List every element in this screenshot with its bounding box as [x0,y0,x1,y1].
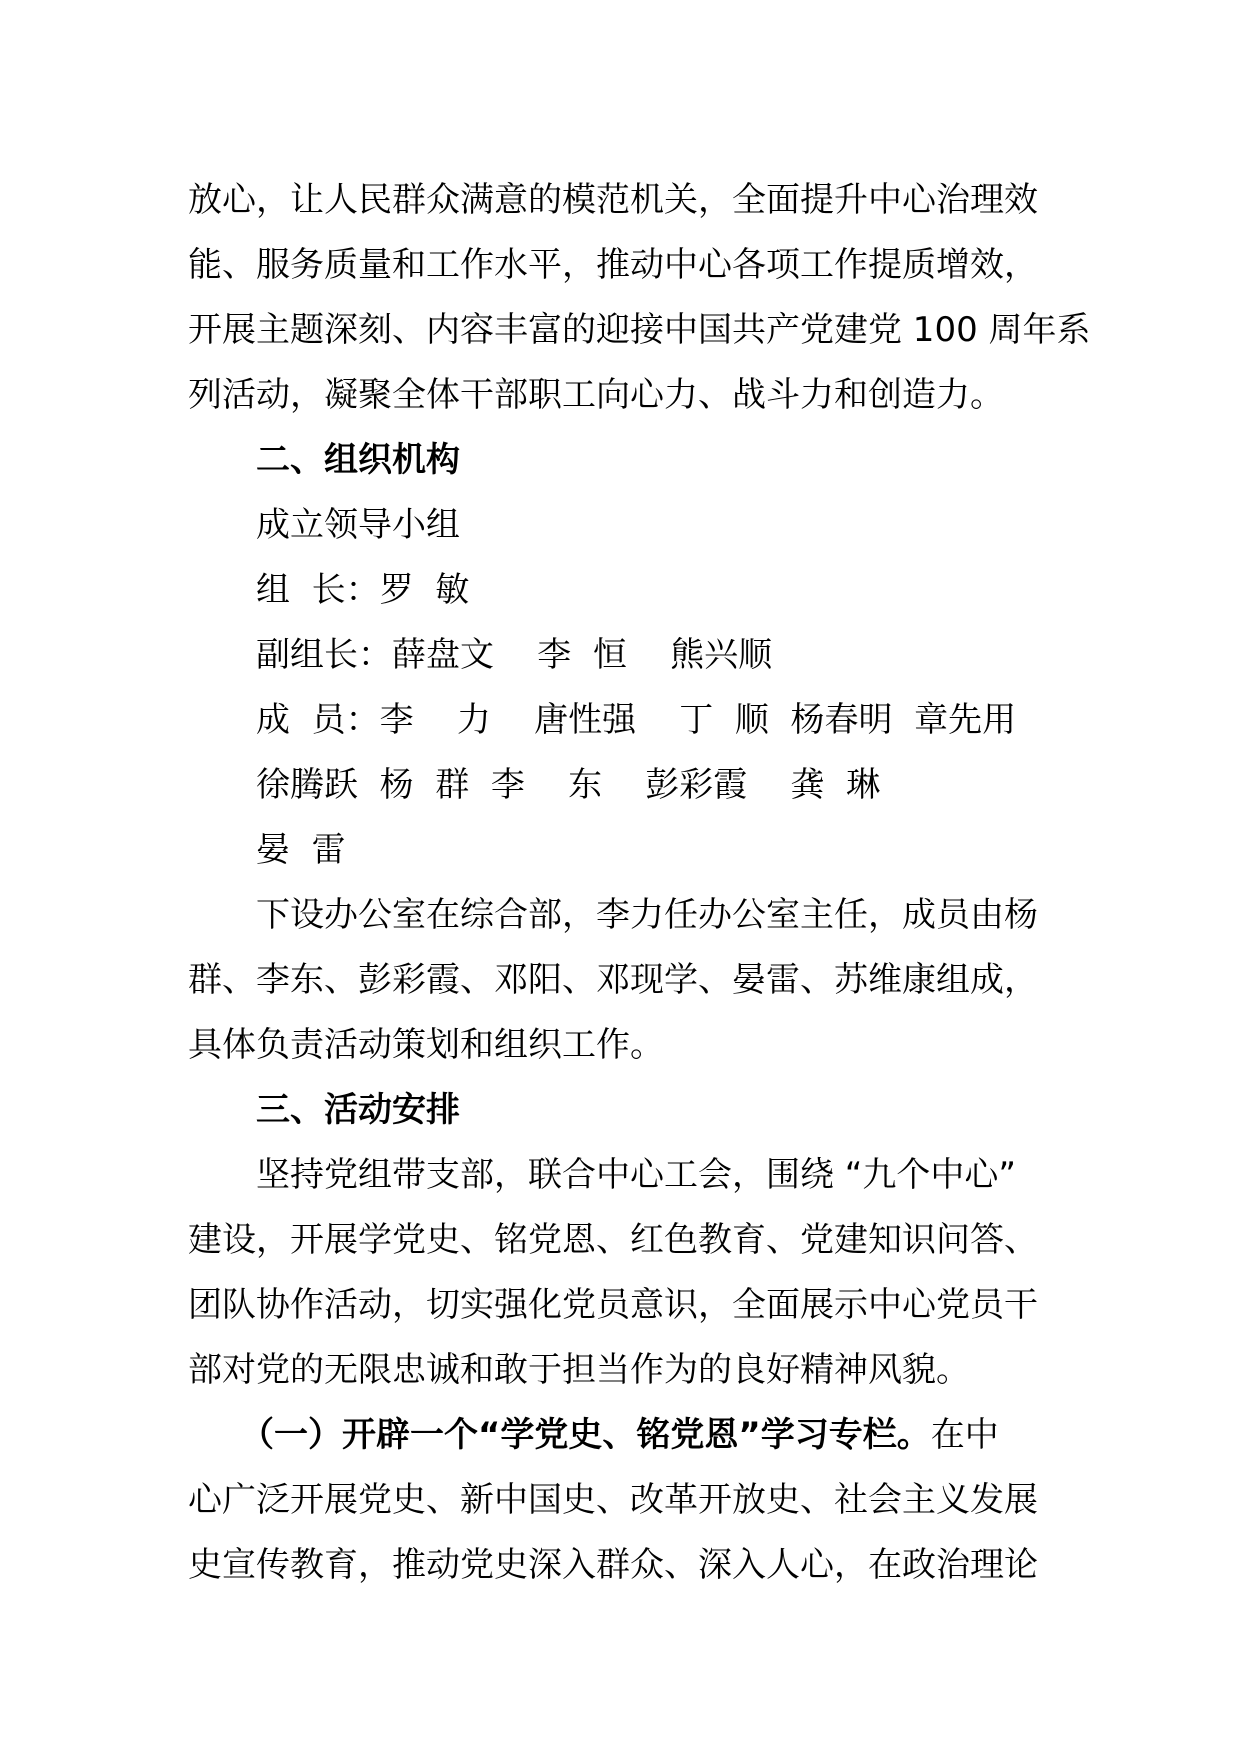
section-heading-activities: 三、活动安排 [256,1090,460,1130]
paragraph-line: 开展主题深刻、内容丰富的迎接中国共产党建党 100 周年系 [188,310,1091,350]
item-one-line [188,1403,1063,1468]
activities-paragraph-line: 坚持党组带支部，联合中心工会，围绕 “九个中心” [256,1155,1017,1195]
members-line: 徐腾跃 杨 群 李 东 彭彩霞 龚 琳 [256,765,881,805]
office-paragraph-line: 下设办公室在综合部，李力任办公室主任，成员由杨 [256,895,1038,935]
activities-paragraph-line: 团队协作活动，切实强化党员意识，全面展示中心党员干 [188,1285,1038,1325]
item-one-line: 心广泛开展党史、新中国史、改革开放史、社会主义发展 [188,1480,1038,1520]
item-one-text: 在中 [930,1415,999,1455]
deputy-leaders: 副组长：薛盘文 李 恒 熊兴顺 [256,635,773,675]
office-paragraph-line: 具体负责活动策划和组织工作。 [188,1025,664,1065]
members-line: 成 员：李 力 唐性强 丁 顺 杨春明 章先用 [256,700,1017,740]
activities-paragraph-line: 部对党的无限忠诚和敢于担当作为的良好精神风貌。 [188,1350,970,1390]
members-line: 晏 雷 [256,830,346,870]
leadership-group-intro: 成立领导小组 [256,505,460,545]
paragraph-line: 放心，让人民群众满意的模范机关，全面提升中心治理效 [188,180,1038,220]
activities-paragraph-line: 建设，开展学党史、铭党恩、红色教育、党建知识问答、 [188,1220,1038,1260]
group-leader: 组 长：罗 敏 [256,570,470,610]
section-heading-organization: 二、组织机构 [256,440,460,480]
document-body [188,168,1091,1598]
item-one-line: 史宣传教育，推动党史深入群众、深入人心，在政治理论 [188,1545,1038,1585]
paragraph-line: 能、服务质量和工作水平，推动中心各项工作提质增效， [188,245,1038,285]
item-one-title: （一）开辟一个“学党史、铭党恩”学习专栏。 [240,1415,931,1455]
paragraph-line: 列活动，凝聚全体干部职工向心力、战斗力和创造力。 [188,375,1004,415]
office-paragraph-line: 群、李东、彭彩霞、邓阳、邓现学、晏雷、苏维康组成， [188,960,1038,1000]
